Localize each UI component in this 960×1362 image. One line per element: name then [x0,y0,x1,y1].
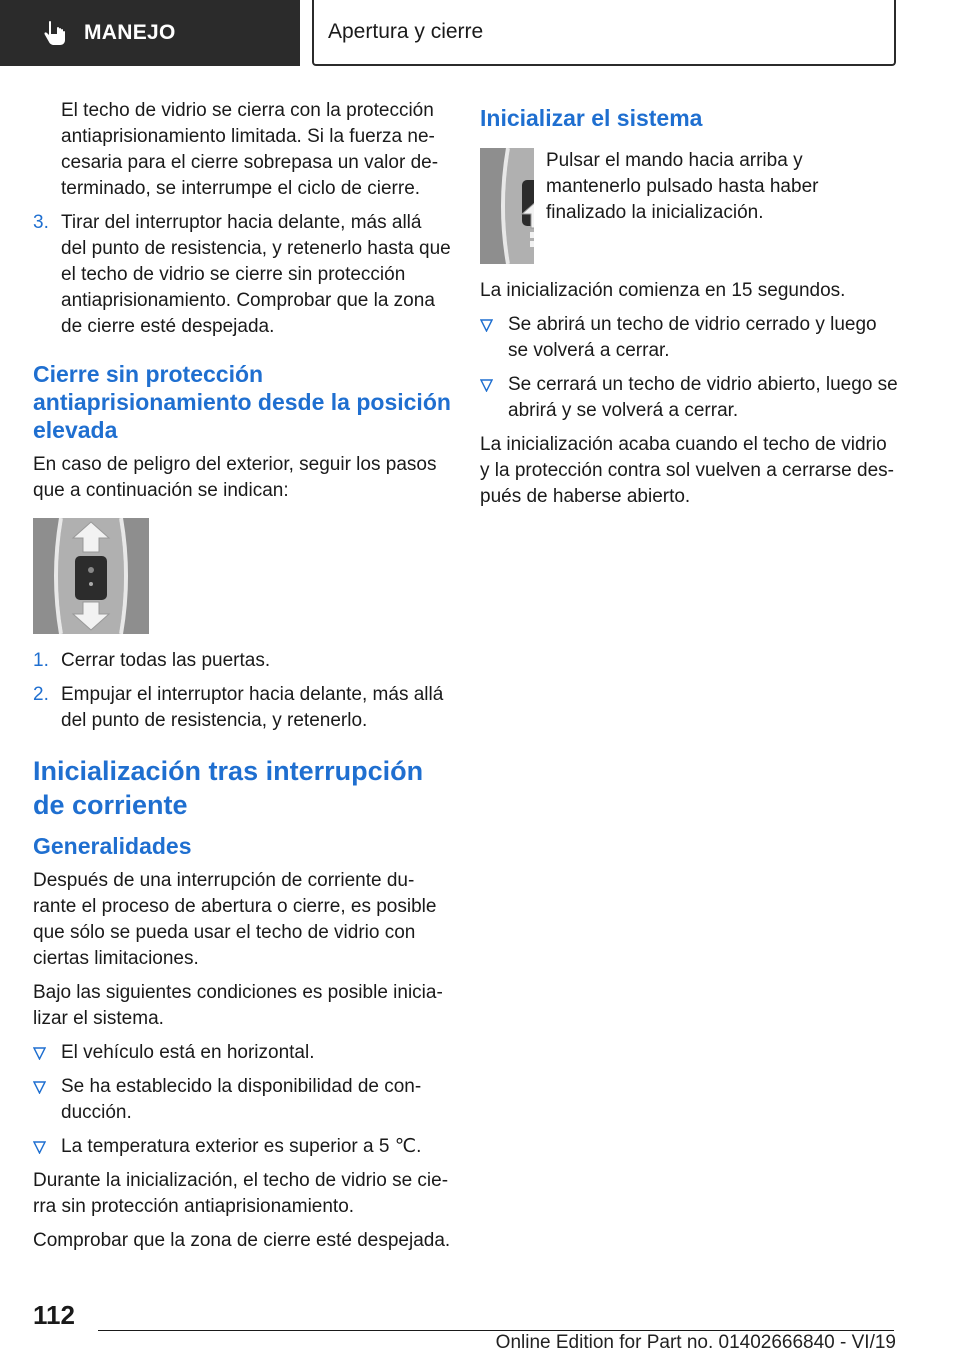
list-item [480,312,898,364]
triangle-bullet-icon [33,1047,46,1060]
conditions-list [33,1040,451,1160]
list-item [33,1040,451,1066]
during-paragraph: Durante la inicialización, el techo de vidrio se cierra sin protección antiaprisionamiento. [33,1170,449,1217]
heading-cierre: Cierre sin protección antiaprisionamiento desde la posición elevada [33,361,451,443]
triangle-bullet-icon [480,319,493,332]
step-text: Tirar del interruptor hacia delante, más allá del punto de resistencia, y retenerlo hasta que el techo de vidrio se cierre sin protección antiaprisionamiento. Comprobar que la zona de cierre esté despejada. [61,212,451,337]
list-item [33,1074,451,1126]
list-item-text: Se abrirá un techo de vidrio cerrado y luego se volverá a cerrar. [508,314,877,361]
step-number: 3. [33,212,49,233]
right-column [480,98,898,518]
list-item [33,1134,451,1160]
step-list-cierre [33,648,451,734]
figure-row [480,148,898,264]
step-text: Empujar el interruptor hacia delante, más allá del punto de resistencia, y retenerlo. [61,684,444,731]
left-column [33,98,451,1262]
step-item [33,682,451,734]
start-paragraph: La inicialización comienza en 15 segundos. [480,280,846,301]
step-number: 2. [33,684,49,705]
list-item [480,372,898,424]
heading-general: Generalidades [33,833,192,859]
steering-hand-icon [40,18,70,48]
step-item [33,648,451,674]
switch-figure-up [480,148,534,264]
heading-init-power: Inicialización tras interrupción de corriente [33,756,424,820]
footer-divider [98,1330,894,1331]
check-paragraph: Comprobar que la zona de cierre esté despejada. [33,1230,451,1251]
step-number: 1. [33,650,49,671]
conditions-paragraph: Bajo las siguientes condiciones es posible inicializar el sistema. [33,982,443,1029]
intro-paragraph: El techo de vidrio se cierra con la protección antiaprisionamiento limitada. Si la fuerza necesaria para el cierre sobrepasa un valor determinado, se interrumpe el ciclo de cierre. [61,100,439,199]
list-item-text: El vehículo está en horizontal. [61,1042,315,1063]
step-list-top [33,210,451,340]
cierre-paragraph: En caso de peligro del exterior, seguir los pasos que a continuación se indican: [33,454,437,501]
step-text: Cerrar todas las puertas. [61,650,271,671]
step-item [33,210,451,340]
triangle-bullet-icon [33,1141,46,1154]
chapter-label: Apertura y cierre [328,20,484,43]
page-header [0,0,960,66]
heading-init-system: Inicializar el sistema [480,105,703,131]
list-item-text: Se cerrará un techo de vidrio abierto, luego se abrirá y se volverá a cerrar. [508,374,898,421]
list-item-text: La temperatura exterior es superior a 5 ℃. [61,1136,422,1157]
switch-figure-up-down [33,518,149,634]
edition-text: Online Edition for Part no. 01402666840 - VI/19 [495,1332,896,1353]
triangle-bullet-icon [33,1081,46,1094]
triangle-bullet-icon [480,379,493,392]
figure-caption: Pulsar el mando hacia arriba y mantenerlo pulsado hasta haber finalizado la inicialización. [545,150,819,223]
section-tab[interactable] [0,0,300,66]
section-label: MANEJO [84,21,176,44]
list-item-text: Se ha establecido la disponibilidad de conducción. [61,1076,422,1123]
page-number: 112 [33,1300,75,1330]
end-paragraph: La inicialización acaba cuando el techo de vidrio y la protección contra sol vuelven a cerrarse después de haberse abierto. [480,434,894,507]
chapter-tab[interactable] [312,0,896,66]
general-paragraph: Después de una interrupción de corriente durante el proceso de abertura o cierre, es posible que sólo se pueda usar el techo de vidrio con ciertas limitaciones. [33,870,437,969]
init-behavior-list [480,312,898,424]
